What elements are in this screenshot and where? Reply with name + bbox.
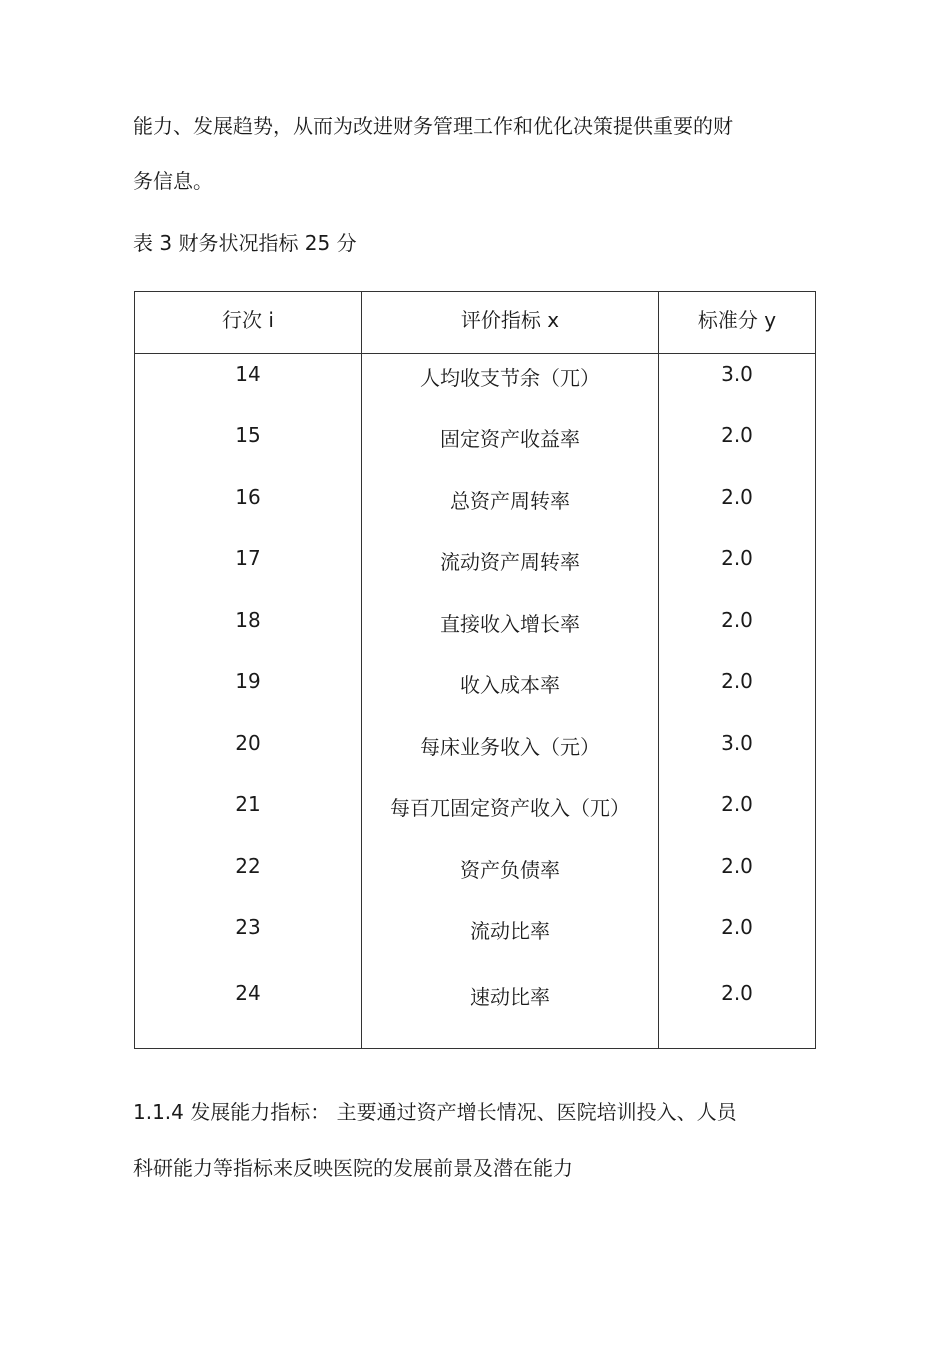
row-number-cell: 14 <box>135 354 362 416</box>
table-header-row <box>135 292 816 354</box>
indicator-cell: 每百兀固定资产收入（兀） <box>362 784 659 846</box>
section-paragraph-line-2: 科研能力等指标来反映医院的发展前景及潜在能力 <box>133 1156 573 1180</box>
standard-score-cell: 2.0 <box>659 907 816 969</box>
row-number-cell: 17 <box>135 538 362 600</box>
table-row <box>135 969 816 1049</box>
indicator-cell: 固定资产收益率 <box>362 415 659 477</box>
table-row <box>135 538 816 600</box>
table-row <box>135 661 816 723</box>
table-row <box>135 784 816 846</box>
standard-score-cell: 2.0 <box>659 784 816 846</box>
indicator-cell: 每床业务收入（元） <box>362 723 659 785</box>
table-row <box>135 477 816 539</box>
row-number-cell: 23 <box>135 907 362 969</box>
standard-score-cell: 3.0 <box>659 354 816 416</box>
row-number-cell: 20 <box>135 723 362 785</box>
row-number-cell: 19 <box>135 661 362 723</box>
standard-score-cell: 3.0 <box>659 723 816 785</box>
header-indicator: 评价指标 x <box>362 292 659 354</box>
row-number-cell: 24 <box>135 969 362 1049</box>
standard-score-cell: 2.0 <box>659 477 816 539</box>
standard-score-cell: 2.0 <box>659 600 816 662</box>
indicator-cell: 速动比率 <box>362 969 659 1049</box>
standard-score-cell: 2.0 <box>659 969 816 1049</box>
indicator-cell: 流动比率 <box>362 907 659 969</box>
indicator-cell: 人均收支节余（兀） <box>362 354 659 416</box>
standard-score-cell: 2.0 <box>659 538 816 600</box>
intro-paragraph-line-1: 能力、发展趋势，从而为改进财务管理工作和优化决策提供重要的财 <box>133 114 733 138</box>
standard-score-cell: 2.0 <box>659 661 816 723</box>
indicator-cell: 直接收入增长率 <box>362 600 659 662</box>
intro-paragraph-line-2: 务信息。 <box>133 169 213 193</box>
table-row <box>135 415 816 477</box>
table-row <box>135 846 816 908</box>
table-row <box>135 600 816 662</box>
row-number-cell: 15 <box>135 415 362 477</box>
table-caption: 表 3 财务状况指标 25 分 <box>133 231 357 255</box>
indicator-cell: 总资产周转率 <box>362 477 659 539</box>
header-standard-score: 标准分 y <box>659 292 816 354</box>
header-row-number: 行次 i <box>135 292 362 354</box>
row-number-cell: 16 <box>135 477 362 539</box>
table-row <box>135 907 816 969</box>
standard-score-cell: 2.0 <box>659 415 816 477</box>
table-row <box>135 723 816 785</box>
standard-score-cell: 2.0 <box>659 846 816 908</box>
row-number-cell: 18 <box>135 600 362 662</box>
indicator-cell: 流动资产周转率 <box>362 538 659 600</box>
row-number-cell: 21 <box>135 784 362 846</box>
section-paragraph-line-1: 1.1.4 发展能力指标： 主要通过资产增长情况、医院培训投入、人员 <box>133 1100 737 1124</box>
row-number-cell: 22 <box>135 846 362 908</box>
indicator-cell: 资产负债率 <box>362 846 659 908</box>
indicator-cell: 收入成本率 <box>362 661 659 723</box>
table-row <box>135 354 816 416</box>
financial-indicators-table <box>134 291 816 1049</box>
